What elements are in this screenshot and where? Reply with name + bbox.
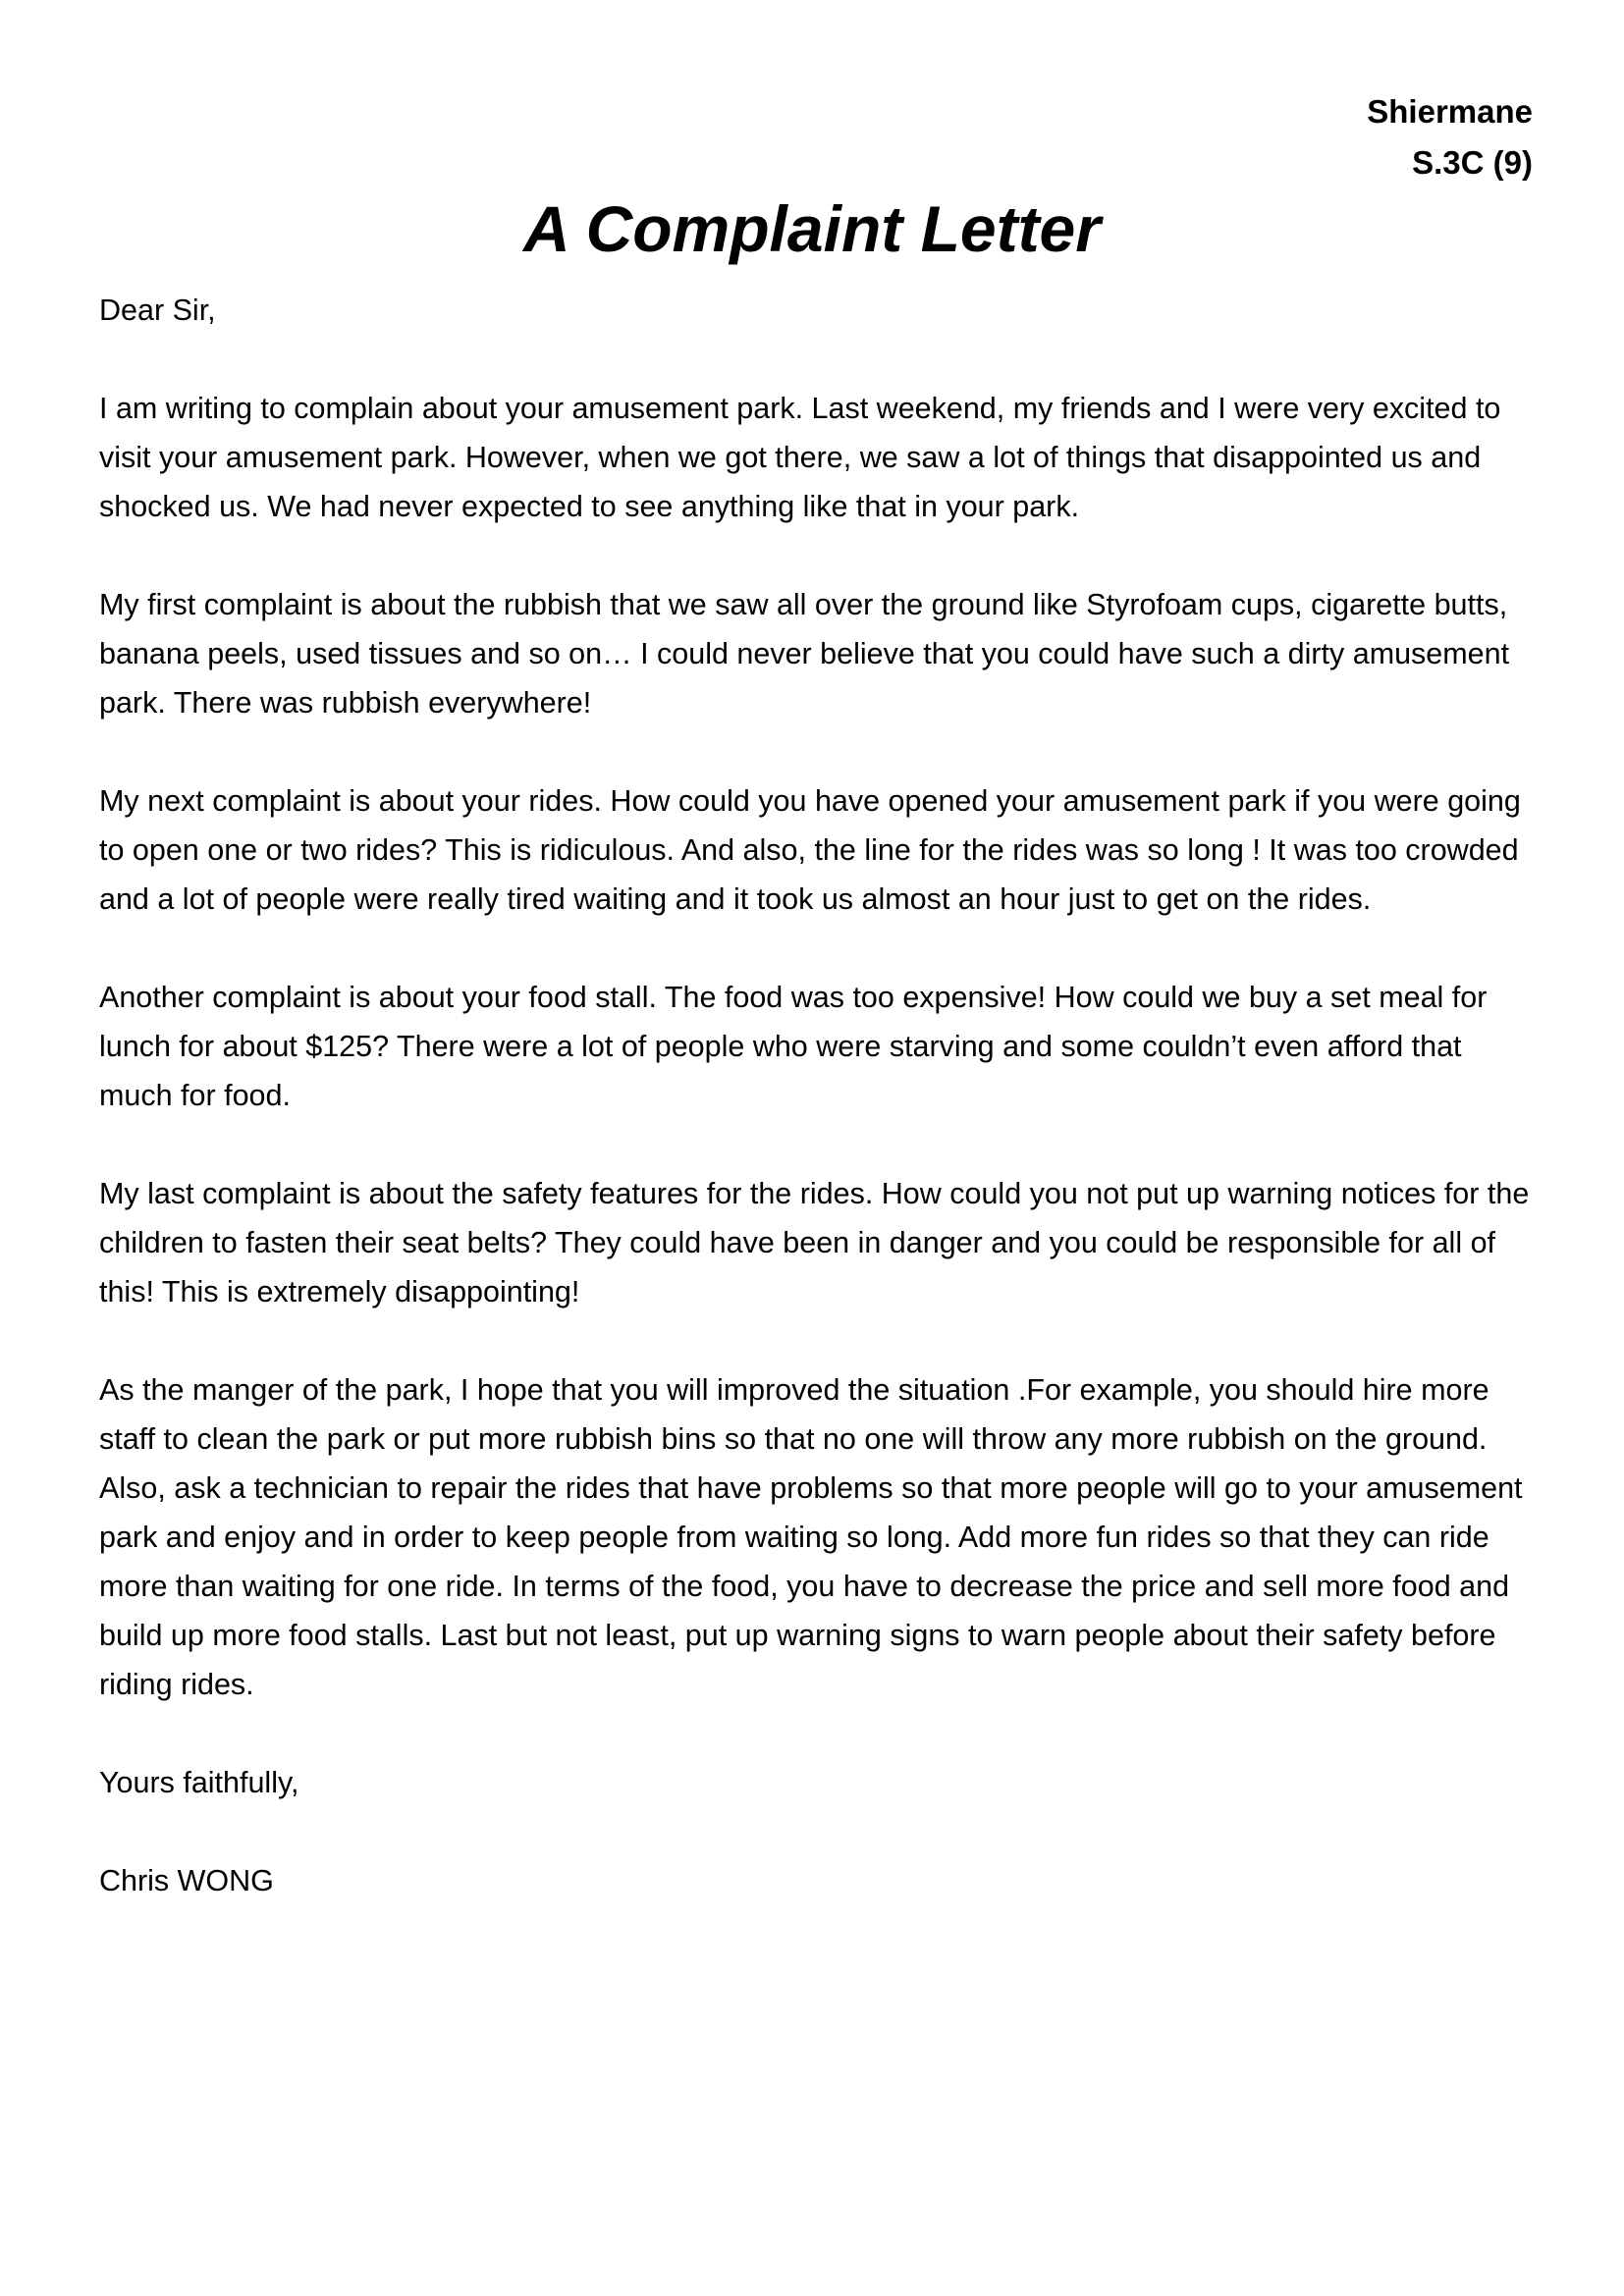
- document-title: A Complaint Letter: [523, 192, 1101, 265]
- paragraph-rides-complaint: My next complaint is about your rides. How could you have opened your amusement park if you were going to open one or two rides? This is ridiculous. And also, the line for the rides was so long ! It was too crowded and a lot of people were really tired waiting and it took us almost an hour just to get on the rides.: [99, 784, 1521, 916]
- paragraph-intro: I am writing to complain about your amusement park. Last weekend, my friends and I were very excited to visit your amusement park. However, when we got there, we saw a lot of things that disappointed us and shocked us. We had never expected to see anything like that in your park.: [99, 392, 1501, 523]
- author-name: Shiermane: [1367, 93, 1533, 130]
- paragraph-rubbish-complaint: My first complaint is about the rubbish that we saw all over the ground like Styrofoam cups, cigarette butts, banana peels, used tissues and so on… I could never believe that you could have such a dirty amusement park. There was rubbish everywhere!: [99, 588, 1510, 720]
- paragraph-suggestions: As the manger of the park, I hope that you will improved the situation .For example, you should hire more staff to clean the park or put more rubbish bins so that no one will throw any more rubbish on the ground. Also, ask a technician to repair the rides that have problems so that more people will go to your amusement park and enjoy and in order to keep people from waiting so long. Add more fun rides so that they can ride more than waiting for one ride. In terms of the food, you have to decrease the price and sell more food and build up more food stalls. Last but not least, put up warning signs to warn people about their safety before riding rides.: [99, 1373, 1523, 1701]
- closing: Yours faithfully,: [99, 1766, 299, 1799]
- author-block: [1367, 86, 1533, 188]
- paragraph-safety-complaint: My last complaint is about the safety features for the rides. How could you not put up warning notices for the children to fasten their seat belts? They could have been in danger and you could be responsible for all of this! This is extremely disappointing!: [99, 1177, 1530, 1308]
- paragraph-food-complaint: Another complaint is about your food stall. The food was too expensive! How could we buy a set meal for lunch for about $125? There were a lot of people who were starving and some couldn’t even afford that much for food.: [99, 981, 1488, 1112]
- signature: Chris WONG: [99, 1864, 274, 1897]
- class-number: S.3C (9): [1412, 144, 1533, 181]
- letter-body: [99, 286, 1543, 1954]
- salutation: Dear Sir,: [99, 294, 216, 327]
